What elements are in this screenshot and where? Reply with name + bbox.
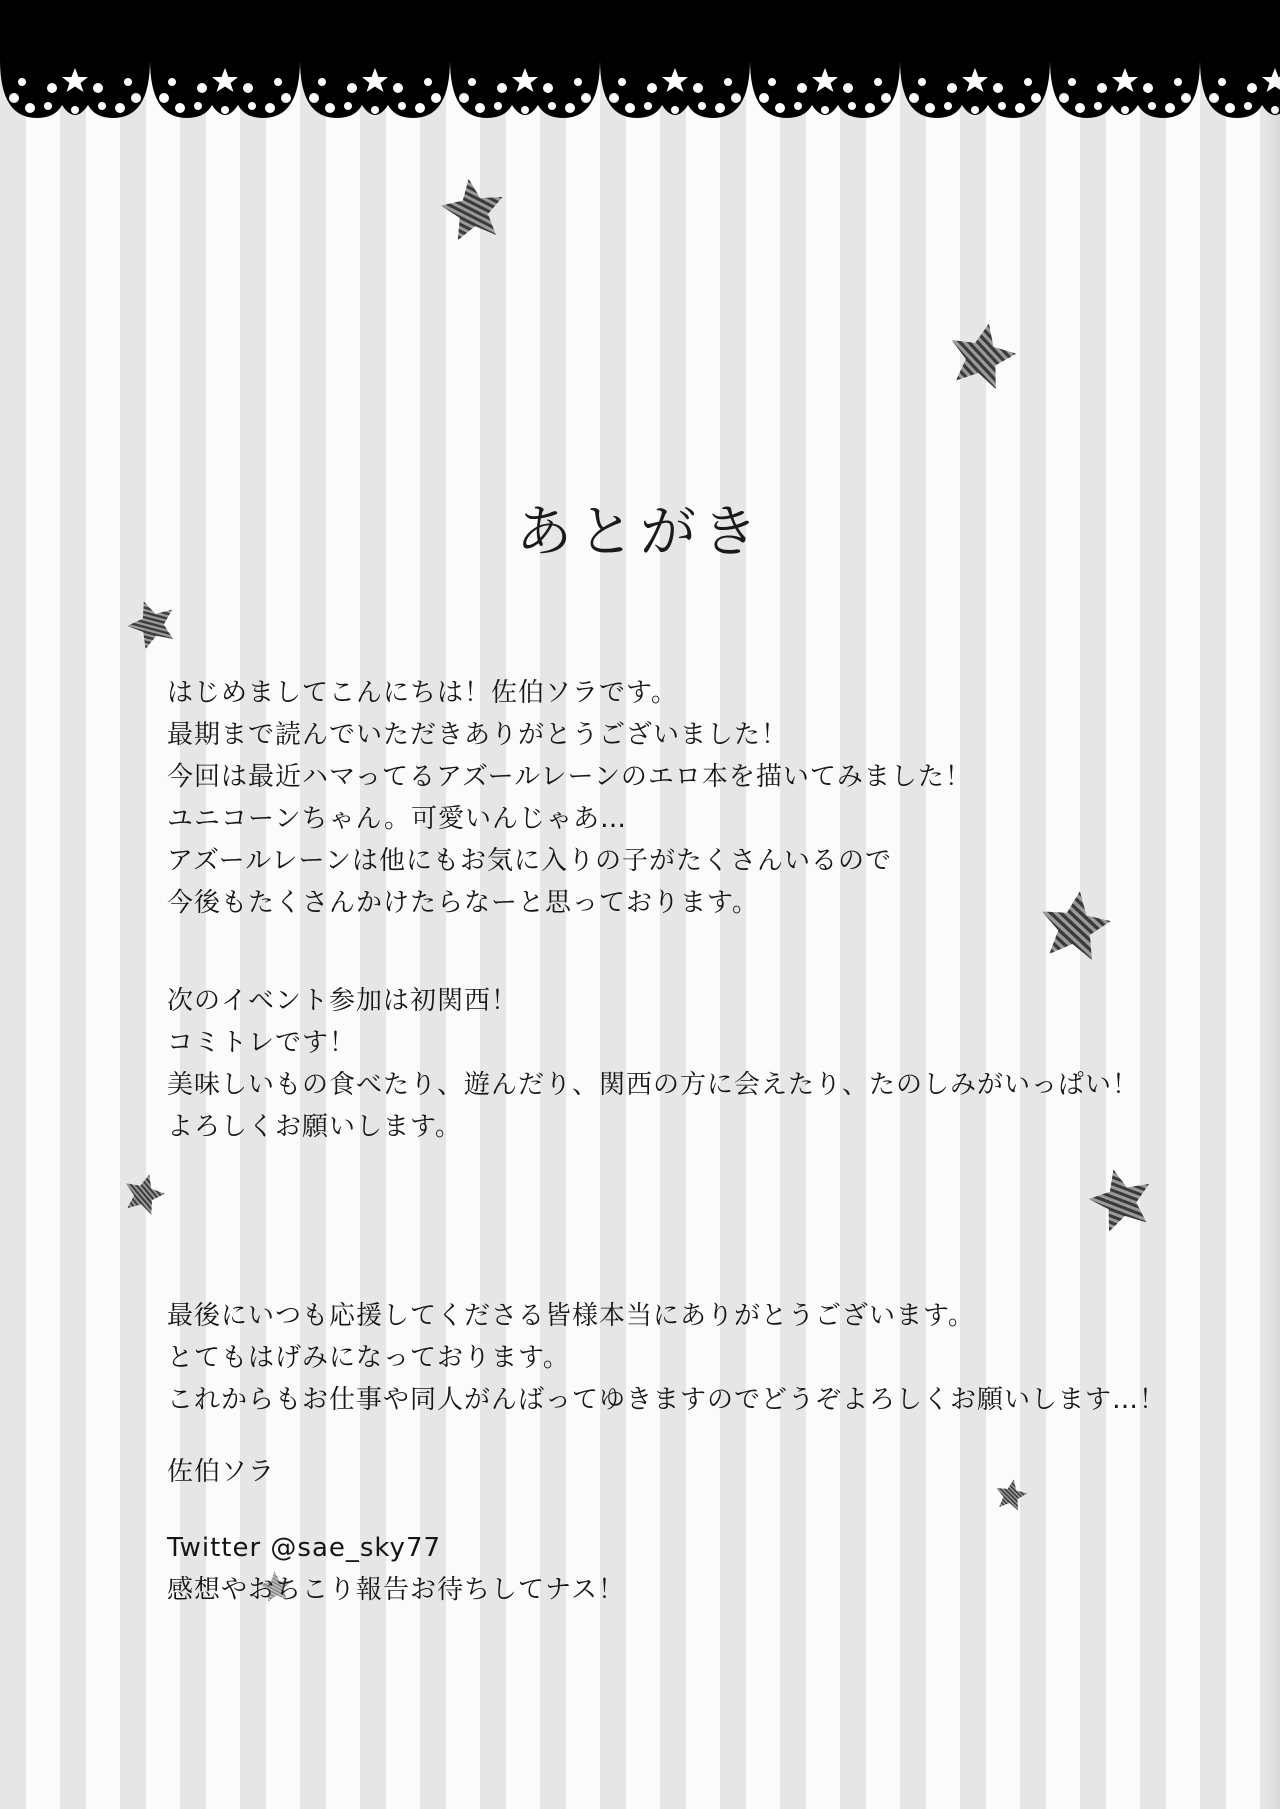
text-line: 今回は最近ハマってるアズールレーンのエロ本を描いてみました！: [167, 762, 972, 792]
text-line: よろしくお願いします。: [167, 1112, 462, 1142]
text-line: 美味しいもの食べたり、遊んだり、関西の方に会えたり、たのしみがいっぱい！: [167, 1070, 1140, 1100]
text-line: 最期まで読んでいただきありがとうございました！: [167, 720, 789, 750]
striped-star-icon: [1036, 888, 1114, 964]
striped-star-icon: [994, 1478, 1028, 1512]
page-title: あとがき: [516, 499, 764, 565]
paragraph-thanks: [167, 1295, 1166, 1421]
text-line: 最後にいつも応援してくださる皆様本当にありがとうございます。: [167, 1301, 975, 1331]
text-line: ユニコーンちゃん。可愛いんじゃあ…: [167, 804, 628, 834]
contact-info: [167, 1527, 625, 1611]
striped-star-icon: [122, 1172, 166, 1216]
striped-star-icon: [438, 176, 508, 244]
striped-star-icon: [126, 598, 178, 650]
text-line: 今後もたくさんかけたらなーと思っております。: [167, 888, 759, 918]
paragraph-greeting: [167, 672, 972, 924]
text-line: はじめましてこんにちは！佐伯ソラです。: [167, 678, 678, 708]
author-signature: 佐伯ソラ: [167, 1457, 276, 1487]
twitter-handle: Twitter @sae_sky77: [167, 1533, 442, 1563]
text-line: アズールレーンは他にもお気に入りの子がたくさんいるので: [167, 846, 892, 876]
striped-star-icon: [1086, 1166, 1156, 1234]
striped-star-icon: [945, 320, 1019, 392]
text-line: とてもはげみになっております。: [167, 1343, 570, 1373]
text-line: これからもお仕事や同人がんばってゆきますのでどうぞよろしくお願いします…！: [167, 1385, 1167, 1415]
paragraph-event: [167, 980, 1139, 1148]
lace-border-top: [0, 0, 1280, 130]
text-line: コミトレです！: [167, 1028, 357, 1058]
feedback-message: 感想やおちこり報告お待ちしてナス！: [167, 1575, 625, 1605]
text-line: 次のイベント参加は初関西！: [167, 986, 519, 1016]
page-edge-shadow: [1266, 0, 1280, 1809]
